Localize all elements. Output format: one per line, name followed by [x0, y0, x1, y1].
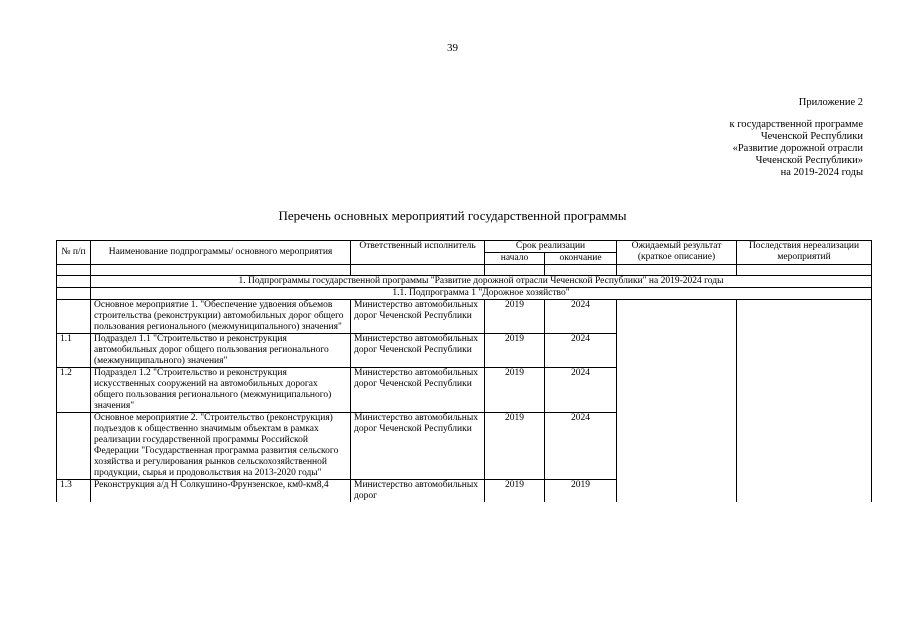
row-end: 2019 [545, 480, 617, 503]
blank-row [57, 265, 872, 276]
row-name: Подраздел 1.2 "Строительство и реконструкция искусственных сооружений на автомобильных дорогах общего пользования регионального (межмуниципального) значения" [91, 368, 351, 413]
table-row [57, 368, 872, 413]
row-executor: Министерство автомобильных дорог Чеченской Республики [351, 334, 485, 368]
table-row [57, 480, 872, 503]
row-name: Основное мероприятие 1. "Обеспечение удвоения объемов строительства (реконструкции) автомобильных дорог общего пользования регионального (межмуниципального) значения" [91, 300, 351, 334]
row-num: 1.3 [57, 480, 91, 503]
header-consequences: Последствия нереализации мероприятий [737, 241, 872, 265]
header-name: Наименование подпрограммы/ основного мероприятия [91, 241, 351, 265]
header-start: начало [485, 253, 545, 265]
row-result [617, 368, 737, 413]
row-name: Подраздел 1.1 "Строительство и реконструкция автомобильных дорог общего пользования регионального (межмуниципального) значения" [91, 334, 351, 368]
table-row [57, 300, 872, 334]
row-result [617, 480, 737, 503]
row-start: 2019 [485, 368, 545, 413]
subsection-title: 1.1. Подпрограмма 1 "Дорожное хозяйство" [91, 288, 872, 300]
header-row [57, 241, 872, 253]
appendix-block [730, 97, 863, 179]
row-end: 2024 [545, 334, 617, 368]
activities-table [56, 240, 872, 502]
header-period: Срок реализации [485, 241, 617, 253]
row-result [617, 334, 737, 368]
row-start: 2019 [485, 413, 545, 480]
row-num [57, 300, 91, 334]
row-consequences [737, 480, 872, 503]
row-result [617, 413, 737, 480]
row-name: Основное мероприятие 2. "Строительство (реконструкция) подъездов к общественно значимым объектам в рамках реализации государственной программы Российской Федерации "Государственная программа развития сельского хозяйства и регулирования рынков сельскохозяйственной продукции, сырья и продовольствия на 2013-2020 годы" [91, 413, 351, 480]
row-executor: Министерство автомобильных дорог [351, 480, 485, 503]
row-consequences [737, 368, 872, 413]
section-title: 1. Подпрограммы государственной программы "Развитие дорожной отрасли Чеченской Республики" на 2019-2024 годы [91, 276, 872, 288]
appendix-line: на 2019-2024 годы [780, 167, 863, 178]
row-start: 2019 [485, 334, 545, 368]
row-num: 1.2 [57, 368, 91, 413]
header-executor: Ответственный исполнитель [351, 241, 485, 265]
row-consequences [737, 300, 872, 334]
row-consequences [737, 413, 872, 480]
row-consequences [737, 334, 872, 368]
section-row [57, 276, 872, 288]
appendix-line: к государственной программе [729, 119, 863, 130]
header-result: Ожидаемый результат (краткое описание) [617, 241, 737, 265]
appendix-line: «Развитие дорожной отрасли [732, 143, 863, 154]
row-num: 1.1 [57, 334, 91, 368]
table-row [57, 334, 872, 368]
table-row [57, 413, 872, 480]
row-start: 2019 [485, 480, 545, 503]
row-start: 2019 [485, 300, 545, 334]
subsection-row [57, 288, 872, 300]
header-num: № п/п [57, 241, 91, 265]
row-end: 2024 [545, 413, 617, 480]
document-title: Перечень основных мероприятий государственной программы [278, 208, 627, 223]
row-executor: Министерство автомобильных дорог Чеченской Республики [351, 300, 485, 334]
row-end: 2024 [545, 300, 617, 334]
row-executor: Министерство автомобильных дорог Чеченской Республики [351, 368, 485, 413]
appendix-line: Чеченской Республики» [755, 155, 863, 166]
appendix-line: Чеченской Республики [760, 131, 863, 142]
row-executor: Министерство автомобильных дорог Чеченской Республики [351, 413, 485, 480]
appendix-title: Приложение 2 [798, 97, 863, 108]
page-number: 39 [447, 42, 458, 54]
row-name: Реконструкция а/д Н Солкушино-Фрунзенское, км0-км8,4 [91, 480, 351, 503]
row-result [617, 300, 737, 334]
header-end: окончание [545, 253, 617, 265]
row-num [57, 413, 91, 480]
row-end: 2024 [545, 368, 617, 413]
